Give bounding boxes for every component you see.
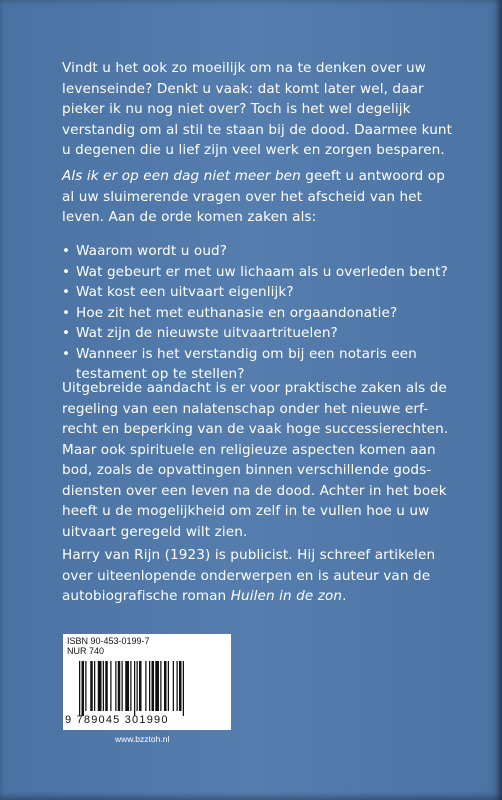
barcode-bar (168, 661, 169, 711)
text-line: bod, zoals de opvattingen binnen verschillende gods- (62, 462, 432, 478)
barcode-bar (90, 661, 93, 711)
text-line: regeling van een nalatenschap onder het nieuwe erf- (62, 400, 429, 417)
text-line: Harry van Rijn (1923) is publicist. Hij schreef artikelen (62, 547, 436, 563)
barcode-bar (125, 661, 129, 711)
isbn-info (67, 636, 150, 656)
text-line: uitvaart geregeld wilt zien. (62, 523, 248, 540)
list-item (62, 282, 462, 303)
text-line: recht en beperking van de vaak hoge successierechten. (62, 421, 449, 437)
list-item-text: Wanneer is het verstandig om bij een notaris een (76, 345, 417, 362)
barcode-bar (152, 661, 155, 711)
barcode-bar (164, 661, 167, 711)
barcode-bar (177, 661, 178, 711)
barcode-bar (85, 661, 86, 711)
barcode-bar (173, 661, 174, 711)
barcode-bar (105, 661, 108, 711)
bullet-icon: • (62, 325, 71, 341)
text-line (62, 166, 462, 187)
intro-paragraph (62, 58, 462, 161)
barcode-bar (115, 661, 116, 711)
list-item-text: Waarom wordt u oud? (76, 243, 228, 259)
list-item-text: Hoe zit het met euthanasie en orgaandonatie? (76, 304, 398, 321)
barcode-bar (130, 661, 131, 711)
text-line: levenseinde? Denkt u vaak: dat komt later wel, daar (62, 80, 424, 97)
text-fragment: autobiografische roman (62, 588, 231, 604)
barcode-bar (155, 661, 159, 711)
bullet-icon: • (62, 243, 71, 259)
text-line: Uitgebreide aandacht is er voor praktische zaken als de (62, 380, 447, 396)
text-line: Maar ook spirituele en religieuze aspecten komen aan (62, 441, 436, 458)
barcode-bar (145, 661, 146, 711)
list-item-text: Wat kost een uitvaart eigenlijk? (76, 284, 294, 300)
barcode-bar (183, 661, 184, 716)
barcode-bar (149, 661, 150, 711)
barcode-bar (79, 661, 80, 716)
text-line: heeft u de mogelijkheid om zelf in te vullen hoe u uw (62, 503, 430, 519)
barcode-bar (179, 661, 182, 711)
novel-title: Huilen in de zon (230, 588, 343, 604)
text-fragment: . (342, 588, 347, 604)
book-intro-paragraph (62, 166, 462, 228)
text-line: pieker ik nu nog niet over? Toch is het wel degelijk (62, 101, 411, 117)
text-line (62, 586, 462, 607)
bullet-icon: • (62, 345, 71, 362)
text-line: u degenen die u lief zijn veel werk en zorgen besparen. (62, 142, 445, 158)
text-line: al uw sluimerende vragen over het afscheid van het (62, 188, 423, 205)
list-item (62, 241, 462, 262)
barcode-bar (137, 661, 138, 711)
text-line: over uiteenlopende onderwerpen en is auteur van de (62, 567, 431, 584)
text-line: diensten over een leven na de dood. Achter in het boek (62, 482, 447, 499)
barcode-bar (98, 661, 102, 711)
topic-list (62, 241, 462, 385)
bullet-icon: • (62, 304, 71, 321)
details-paragraph (62, 378, 462, 542)
publisher-website: www.bzztoh.nl (115, 734, 170, 744)
text-line: leven. Aan de orde komen zaken als: (62, 209, 317, 225)
barcode-bar (94, 661, 95, 711)
list-item-text: Wat gebeurt er met uw lichaam als u overleden bent? (76, 263, 448, 280)
barcode-bar (134, 661, 135, 716)
list-item-text: testament op te stellen? (76, 366, 245, 382)
barcode-bar (82, 661, 85, 716)
barcode-bar (118, 661, 121, 711)
text-line: verstandig om al stil te staan bij de dood. Daarmee kunt (62, 121, 453, 138)
barcode-label (63, 634, 231, 730)
nur-code: NUR 740 (67, 646, 105, 656)
barcode-bar (160, 661, 161, 711)
barcode-bar (139, 661, 142, 711)
list-item-text: Wat zijn de nieuwste uitvaartrituelen? (76, 325, 338, 341)
list-item (62, 303, 462, 324)
bullet-icon: • (62, 263, 71, 280)
list-item (62, 323, 462, 344)
barcode-bar (122, 661, 123, 711)
text-line: Vindt u het ook zo moeilijk om na te denken over uw (62, 60, 426, 76)
barcode-digits: 9 789045 301990 (65, 714, 169, 726)
barcode-icon (77, 661, 225, 716)
bullet-icon: • (62, 284, 71, 300)
author-bio-paragraph (62, 545, 462, 607)
barcode-bar (110, 661, 111, 711)
list-item (62, 262, 462, 283)
text-fragment: geeft u antwoord op (300, 168, 445, 184)
book-title: Als ik er op een dag niet meer ben (62, 168, 301, 184)
barcode-bar (103, 661, 104, 711)
isbn-number: ISBN 90-453-0199-7 (67, 636, 150, 646)
